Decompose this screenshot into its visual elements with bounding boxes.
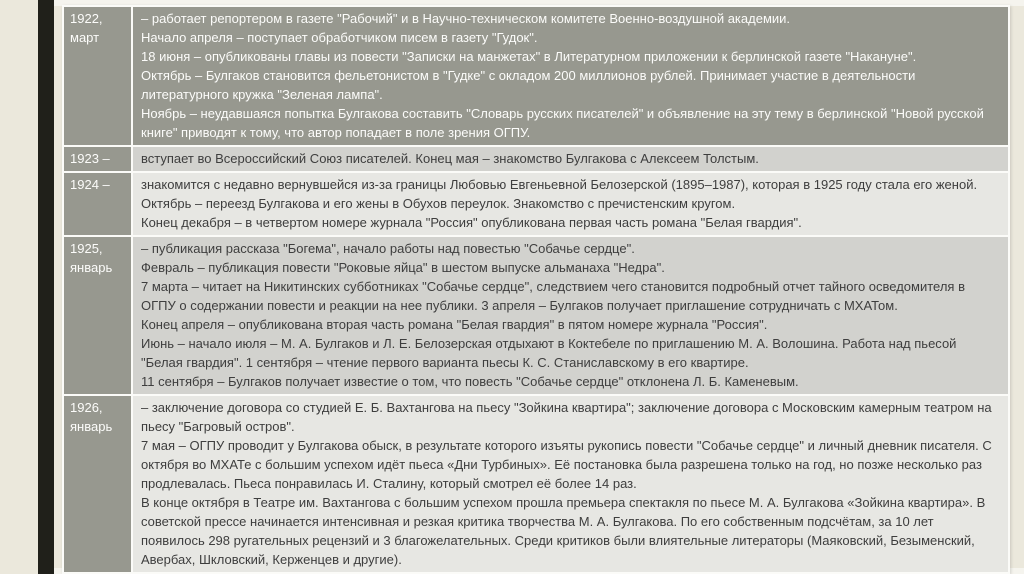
table-row bbox=[64, 396, 1008, 572]
paragraph-text: 7 мая – ОГПУ проводит у Булгакова обыск, в результате которого изъяты рукопись повести "Собачье сердце" и личный дневник писателя. С октября во МХАТе с большим успехом идёт пьеса «Дни Турбиных». Её постановка была разрешена только на год, но позже несколько раз продлевалась. Пьеса понравилась И. Сталину, который смотрел её более 14 раз. bbox=[141, 438, 992, 491]
paragraph-text: Июнь – начало июля – М. А. Булгаков и Л. Е. Белозерская отдыхают в Коктебеле по приглашению М. А. Волошина. Работа над пьесой "Белая гвардия". 1 сентября – чтение первого варианта пьесы К. С. Станиславскому в его квартире. bbox=[141, 336, 957, 370]
biography-timeline-table bbox=[62, 5, 1010, 574]
table-row bbox=[64, 147, 1008, 171]
paragraph-text: знакомится с недавно вернувшейся из-за границы Любовью Евгеньевной Белозерской (1895–1987), которая в 1925 году стала его женой. Октябрь – переезд Булгакова и его жены в Обухов переулок. Знакомство с пречистенским кругом. bbox=[141, 177, 978, 211]
date-cell: 1926, январь bbox=[64, 396, 131, 572]
paragraph-text: – работает репортером в газете "Рабочий" и в Научно-техническом комитете Военно-воздушной академии. bbox=[141, 11, 791, 26]
content-cell bbox=[133, 396, 1008, 572]
date-cell: 1923 – bbox=[64, 147, 131, 171]
paragraph-text: Конец декабря – в четвертом номере журнала "Россия" опубликована первая часть романа "Белая гвардия". bbox=[141, 215, 802, 230]
paragraph-text: Октябрь – Булгаков становится фельетонистом в "Гудке" с окладом 200 миллионов рублей. Принимает участие в деятельности литературного кружка "Зеленая лампа". bbox=[141, 68, 916, 102]
table-row bbox=[64, 237, 1008, 394]
accent-strip bbox=[38, 0, 54, 574]
table-row bbox=[64, 173, 1008, 235]
paragraph-text: Ноябрь – неудавшаяся попытка Булгакова составить "Словарь русских писателей" и объявление на эту тему в берлинской "Новой русской книге" приводят к тому, что автор попадает в поле зрения ОГПУ. bbox=[141, 106, 984, 140]
paragraph-text: – заключение договора со студией Е. Б. Вахтангова на пьесу "Зойкина квартира"; заключение договора с Московским камерным театром на пьесу "Багровый остров". bbox=[141, 400, 992, 434]
date-cell: 1924 – bbox=[64, 173, 131, 235]
paragraph-text: Конец апреля – опубликована вторая часть романа "Белая гвардия" в пятом номере журнала "Россия". bbox=[141, 317, 768, 332]
table-row bbox=[64, 7, 1008, 145]
content-cell bbox=[133, 7, 1008, 145]
date-cell: 1925, январь bbox=[64, 237, 131, 394]
paragraph-text: 7 марта – читает на Никитинских субботниках "Собачье сердце", следствием чего становится подробный отчет тайного осведомителя в ОГПУ о содержании повести и реакции на нее публики. 3 апреля – Булгаков получает приглашение сотрудничать с МХАТом. bbox=[141, 279, 965, 313]
paragraph-text: Начало апреля – поступает обработчиком писем в газету "Гудок". bbox=[141, 30, 538, 45]
paragraph-text: – публикация рассказа "Богема", начало работы над повестью "Собачье сердце". bbox=[141, 241, 635, 256]
paragraph-text: Февраль – публикация повести "Роковые яйца" в шестом выпуске альманаха "Недра". bbox=[141, 260, 665, 275]
content-cell bbox=[133, 173, 1008, 235]
paragraph-text: 18 июня – опубликованы главы из повести "Записки на манжетах" в Литературном приложении к берлинской газете "Накануне". bbox=[141, 49, 917, 64]
paragraph-text: В конце октября в Театре им. Вахтангова с большим успехом прошла премьера спектакля по пьесе М. А. Булгакова «Зойкина квартира». В советской прессе начинается интенсивная и резкая критика творчества М. А. Булгакова. По его собственным подсчётам, за 10 лет появилось 298 ругательных рецензий и 3 благожелательных. Среди критиков были влиятельные литераторы (Маяковский, Безыменский, Авербах, Шкловский, Керженцев и другие). bbox=[141, 495, 986, 567]
content-cell bbox=[133, 237, 1008, 394]
date-cell: 1922, март bbox=[64, 7, 131, 145]
paragraph-text: 11 сентября – Булгаков получает известие о том, что повесть "Собачье сердце" отклонена Л. Б. Каменевым. bbox=[141, 374, 799, 389]
paragraph-text: вступает во Всероссийский Союз писателей. Конец мая – знакомство Булгакова с Алексеем Толстым. bbox=[141, 151, 759, 166]
biography-table-body bbox=[64, 7, 1008, 572]
content-cell bbox=[133, 147, 1008, 171]
